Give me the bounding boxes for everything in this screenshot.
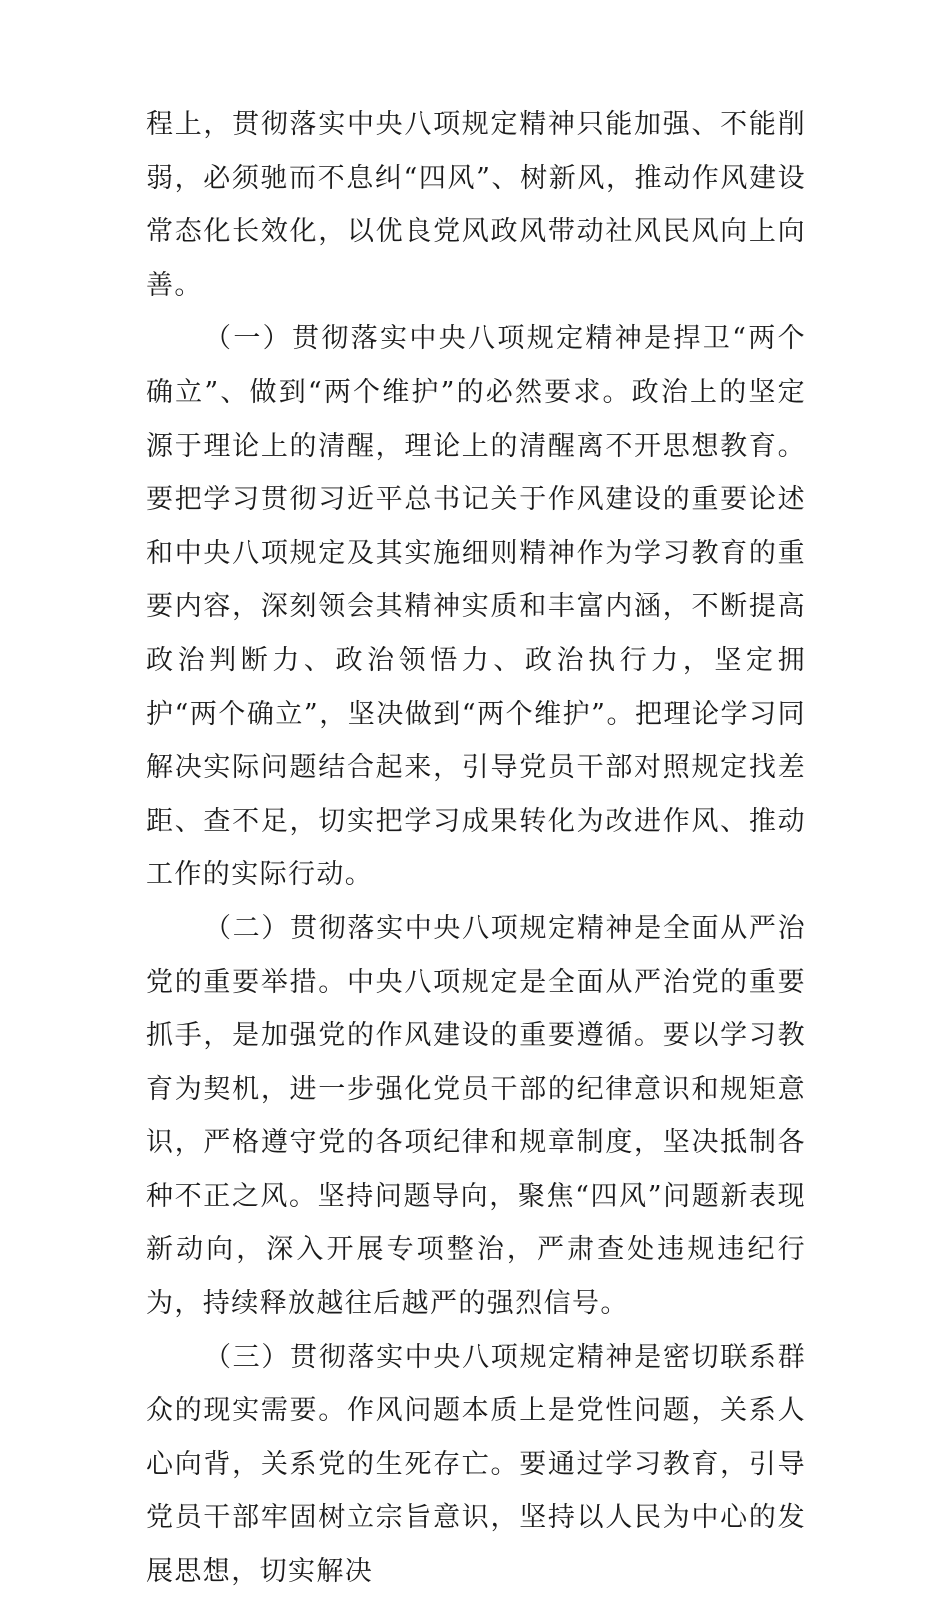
paragraph-section-three: （三）贯彻落实中央八项规定精神是密切联系群众的现实需要。作风问题本质上是党性问题，关系人心向背，关系党的生死存亡。要通过学习教育，引导党员干部牢固树立宗旨意识，坚持以人民为中心的发展思想，切实解决 [146, 1341, 806, 1588]
paragraph-section-one: （一）贯彻落实中央八项规定精神是捍卫“两个确立”、做到“两个维护”的必然要求。政治上的坚定源于理论上的清醒，理论上的清醒离不开思想教育。要把学习贯彻习近平总书记关于作风建设的重要论述和中央八项规定及其实施细则精神作为学习教育的重要内容，深刻领会其精神实质和丰富内涵，不断提高政治判断力、政治领悟力、政治执行力，坚定拥护“两个确立”，坚决做到“两个维护”。把理论学习同解决实际问题结合起来，引导党员干部对照规定找差距、查不足，切实把学习成果转化为改进作风、推动工作的实际行动。 [146, 323, 806, 891]
paragraph-continuation: 程上，贯彻落实中央八项规定精神只能加强、不能削弱，必须驰而不息纠“四风”、树新风，推动作风建设常态化长效化，以优良党风政风带动社风民风向上向善。 [146, 109, 806, 301]
document-body [146, 98, 806, 1599]
paragraph-section-two: （二）贯彻落实中央八项规定精神是全面从严治党的重要举措。中央八项规定是全面从严治党的重要抓手，是加强党的作风建设的重要遵循。要以学习教育为契机，进一步强化党员干部的纪律意识和规矩意识，严格遵守党的各项纪律和规章制度，坚决抵制各种不正之风。坚持问题导向，聚焦“四风”问题新表现新动向，深入开展专项整治，严肃查处违规违纪行为，持续释放越往后越严的强烈信号。 [146, 912, 806, 1320]
